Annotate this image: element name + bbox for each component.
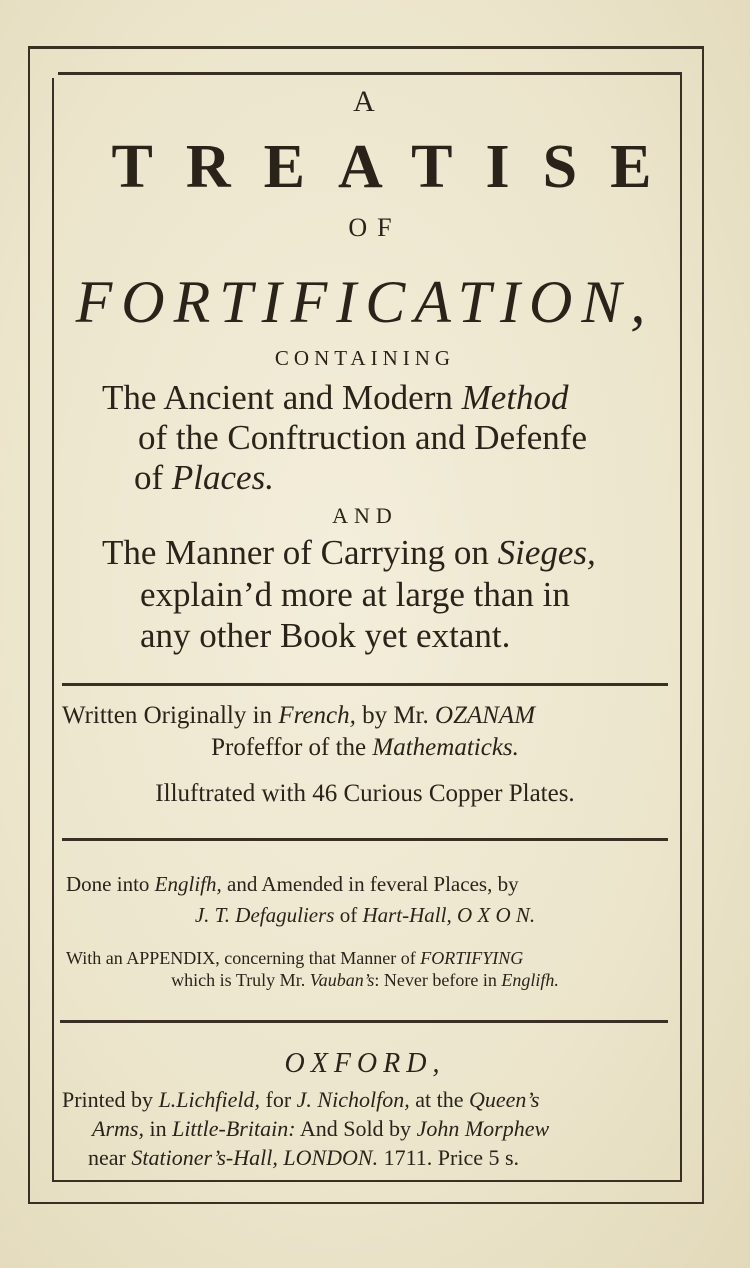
outer-right-rule xyxy=(702,46,704,1204)
appendix-line-2: which is Truly Mr. Vauban’s: Never before in Englifh. xyxy=(171,970,559,990)
and-label: AND xyxy=(332,503,398,528)
divider-1 xyxy=(62,683,668,686)
translation-line-2: J. T. Defaguliers of Hart-Hall, O X O N. xyxy=(194,903,536,927)
imprint-line-2: Arms, in Little-Britain: And Sold by John Morphew xyxy=(92,1116,550,1141)
appendix-line-1: With an APPENDIX, concerning that Manner of FORTIFYING xyxy=(66,948,524,968)
inner-left-rule xyxy=(52,78,54,1182)
description-line-2: of the Conftruction and Defenfe xyxy=(138,418,588,457)
illustrations-line: Illuftrated with 46 Curious Copper Plates. xyxy=(155,780,575,807)
title-of: OF xyxy=(348,213,402,242)
outer-bottom-rule xyxy=(28,1202,704,1204)
imprint-line-3: near Stationer’s-Hall, LONDON. 1711. Price 5 s. xyxy=(88,1145,520,1170)
imprint-place: OXFORD, xyxy=(284,1048,446,1079)
containing-label: CONTAINING xyxy=(274,346,456,370)
description-line-6: any other Book yet extant. xyxy=(140,616,511,655)
divider-3 xyxy=(60,1020,668,1023)
description-line-1: The Ancient and Modern Method xyxy=(102,378,569,417)
author-line-2: Profeffor of the Mathematicks. xyxy=(211,734,519,761)
title-article: A xyxy=(353,85,377,118)
description-line-3: of Places. xyxy=(134,458,274,497)
translation-line-1: Done into Englifh, and Amended in feveral Places, by xyxy=(66,872,519,896)
title-subject: FORTIFICATION, xyxy=(75,269,655,335)
inner-top-rule xyxy=(58,72,680,75)
outer-left-rule xyxy=(28,46,30,1204)
inner-bottom-rule xyxy=(52,1180,682,1182)
outer-top-rule xyxy=(28,46,704,49)
author-line-1: Written Originally in French, by Mr. OZANAM xyxy=(62,702,536,729)
divider-2 xyxy=(62,838,668,841)
description-line-4: The Manner of Carrying on Sieges, xyxy=(102,533,596,572)
description-line-5: explain’d more at large than in xyxy=(140,575,570,614)
imprint-line-1: Printed by L.Lichfield, for J. Nicholfon, at the Queen’s xyxy=(62,1087,540,1112)
title-main: TREATISE xyxy=(111,133,685,201)
